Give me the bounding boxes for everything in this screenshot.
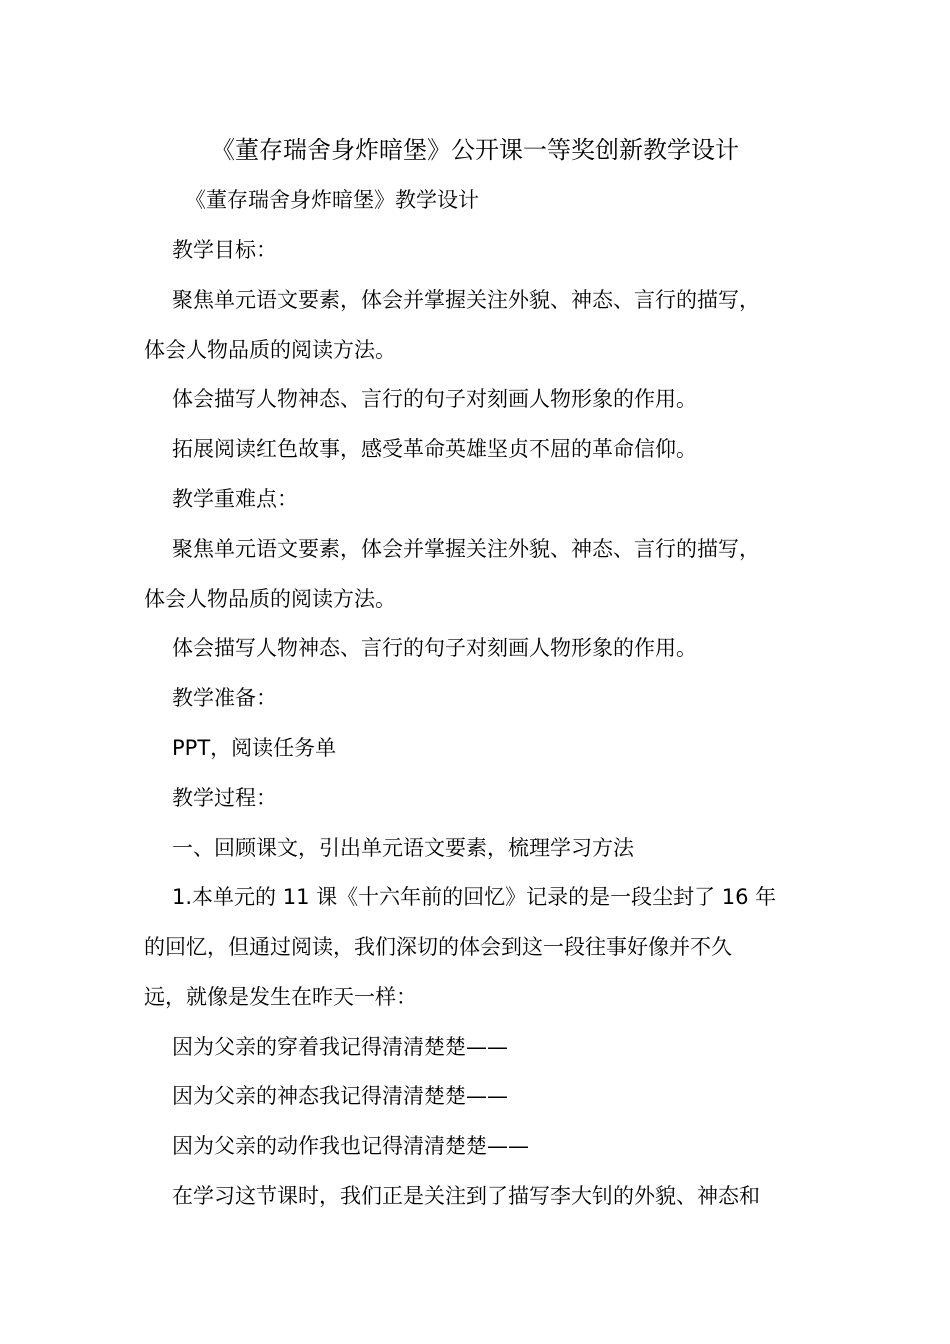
paragraph-line: 体会人物品质的阅读方法。 xyxy=(144,338,396,362)
paragraph-line: 1.本单元的 11 课《十六年前的回忆》记录的是一段尘封了 16 年 xyxy=(172,885,777,909)
subtitle: 《董存瑞舍身炸暗堡》教学设计 xyxy=(185,188,479,212)
paragraph-line: 远，就像是发生在昨天一样： xyxy=(144,985,417,1009)
paragraph-line: 因为父亲的神态我记得清清楚楚—— xyxy=(172,1084,508,1108)
paragraph-line: 拓展阅读红色故事，感受革命英雄坚贞不屈的革命信仰。 xyxy=(172,437,697,461)
heading-preparation: 教学准备： xyxy=(172,686,277,710)
paragraph-line: 聚焦单元语文要素，体会并掌握关注外貌、神态、言行的描写， xyxy=(172,288,760,312)
paragraph-line: 因为父亲的穿着我记得清清楚楚—— xyxy=(172,1035,508,1059)
heading-process: 教学过程： xyxy=(172,786,277,810)
paragraph-line: 在学习这节课时，我们正是关注到了描写李大钊的外貌、神态和 xyxy=(172,1184,760,1208)
paragraph-line: 体会描写人物神态、言行的句子对刻画人物形象的作用。 xyxy=(172,636,697,660)
paragraph-line: 聚焦单元语文要素，体会并掌握关注外貌、神态、言行的描写， xyxy=(172,537,760,561)
paragraph-line: PPT，阅读任务单 xyxy=(172,736,337,760)
document-title: 《董存瑞舍身炸暗堡》公开课一等奖创新教学设计 xyxy=(211,136,739,164)
paragraph-line: 的回忆，但通过阅读，我们深切的体会到这一段往事好像并不久 xyxy=(144,935,732,959)
paragraph-line: 因为父亲的动作我也记得清清楚楚—— xyxy=(172,1134,529,1158)
paragraph-line: 体会描写人物神态、言行的句子对刻画人物形象的作用。 xyxy=(172,387,697,411)
paragraph-line: 体会人物品质的阅读方法。 xyxy=(144,587,396,611)
heading-key-points: 教学重难点： xyxy=(172,487,298,511)
heading-objectives: 教学目标： xyxy=(172,238,277,262)
section-heading: 一、回顾课文，引出单元语文要素，梳理学习方法 xyxy=(172,836,634,860)
